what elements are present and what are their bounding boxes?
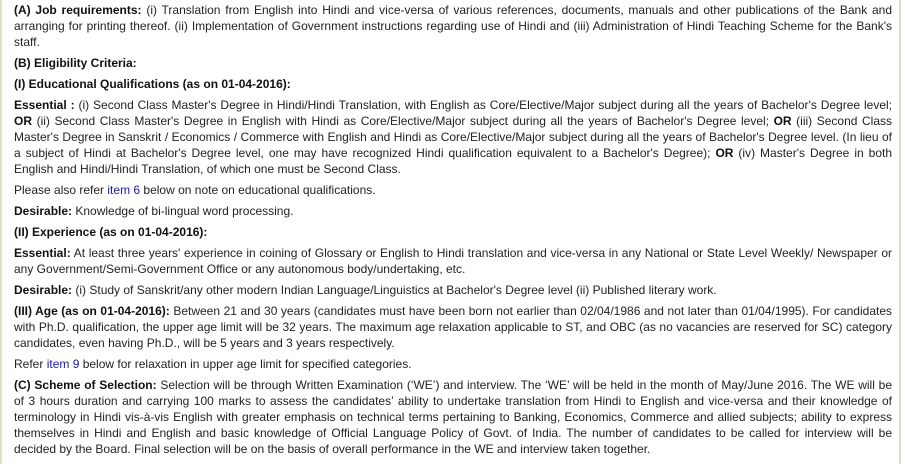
item-6-link[interactable]: item 6: [107, 183, 141, 197]
item-9-link[interactable]: item 9: [46, 357, 80, 371]
education-refer: Please also refer item 6 below on note on educational qualifications.: [14, 183, 376, 197]
experience-essential: Essential: At least three years' experience in coining of Glossary or English to Hindi translation and vice-versa in any National or State Level Weekly/ Newspaper or any Government/Semi-Government Office or any autonomous body/undertaking, etc.: [14, 246, 892, 276]
scheme-of-selection: (C) Scheme of Selection: Selection will be through Written Examination (‘WE’) and interview. The ‘WE’ will be held in the month of May/June 2016. The WE will be of 3 hours duration and carrying 100 marks to assess the candidates’ ability to undertake translation from Hindi to English and vice-versa and their knowledge of terminology in Hindi vis-à-vis English with greater emphasis on technical terms pertaining to Banking, Economics, Commerce and allied subjects; ability to express themselves in Hindi and English and basic knowledge of Official Language Policy of Govt. of India. The number of candidates to be called for interview will be decided by the Board. Final selection will be on the basis of overall performance in the WE and interview taken together.: [14, 378, 892, 456]
education-essential: Essential : (i) Second Class Master's Degree in Hindi/Hindi Translation, with English as Core/Elective/Major subject during all the years of Bachelor's Degree level; OR (ii) Second Class Master's Degree in English with Hindi as Core/Elective/Major subject during all the years of Bachelor's Degree level; OR (iii) Second Class Master's Degree in Sanskrit / Economics / Commerce with English and Hindi as Core/Elective/Major subject during all the years of Bachelor's Degree level. (In lieu of a subject of Hindi at Bachelor's Degree level, one may have recognized Hindi qualification equivalent to a Bachelor's Degree); OR (iv) Master's Degree in both English and Hindi/Hindi Translation, of which one must be Second Class.: [14, 98, 892, 176]
education-desirable: Desirable: Knowledge of bi-lingual word processing.: [14, 204, 294, 218]
age-criteria: (III) Age (as on 01-04-2016): Between 21 and 30 years (candidates must have been born not earlier than 02/04/1986 and not later than 01/04/1995). For candidates with Ph.D. qualification, the upper age limit will be 32 years. The maximum age relaxation applicable to ST, and OBC (as no vacancies are reserved for SC) category candidates, even having Ph.D., will be 5 years and 3 years respectively.: [14, 304, 893, 350]
age-refer: Refer item 9 below for relaxation in upper age limit for specified categories.: [14, 357, 412, 371]
experience-desirable: Desirable: (i) Study of Sanskrit/any other modern Indian Language/Linguistics at Bachelor's Degree level (ii) Published literary work.: [14, 283, 717, 297]
experience-heading: (II) Experience (as on 01-04-2016):: [14, 225, 208, 239]
eligibility-heading: (B) Eligibility Criteria:: [14, 56, 137, 70]
job-requirements: (A) Job requirements: (i) Translation from English into Hindi and vice-versa of various references, documents, manuals and other publications of the Bank and arranging for printing thereof. (ii) Implementation of Government instructions regarding use of Hindi and (iii) Administration of Hindi Teaching Scheme for the Bank's staff.: [14, 3, 892, 49]
education-heading: (I) Educational Qualifications (as on 01-04-2016):: [14, 77, 291, 91]
